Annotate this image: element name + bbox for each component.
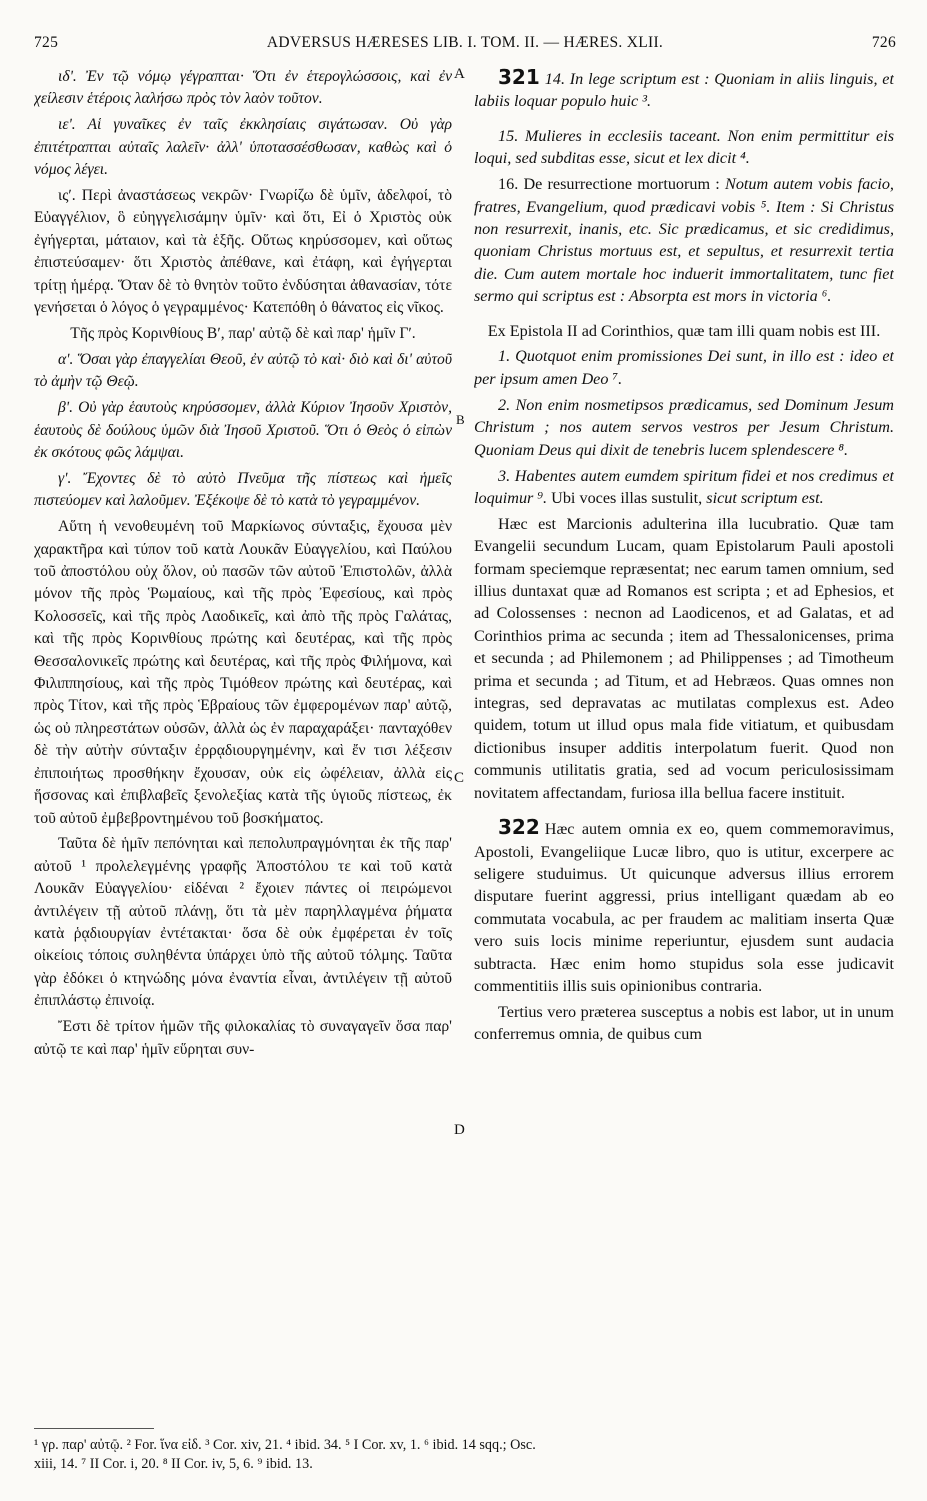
latin-verse-1: 1. Quotquot enim promissiones Dei sunt, in illo est : ideo et per ipsum amen Deo ⁷. [474, 347, 894, 388]
greek-epistle-heading: Τῆς πρὸς Κορινθίους Βʹ, παρ' αὐτῷ δὲ καὶ παρ' ἡμῖν Γʹ. [70, 324, 416, 342]
greek-verse-3: γʹ. Ἔχοντες δὲ τὸ αὐτὸ Πνεῦμα τῆς πίστεως καὶ ἡμεῖς πιστεύομεν καὶ λαλοῦμεν. Ἐξέκοψε δὲ τὸ κατὰ τὸ γεγραμμένον. [34, 469, 452, 510]
margin-mark-c: C [454, 770, 465, 786]
footnote-line-1: ¹ γρ. παρ' αὐτῷ. ² For. ἵνα εἰδ. ³ Cor. xiv, 21. ⁴ ibid. 34. ⁵ I Cor. xv, 1. ⁶ ibid. 14 sqq.; Osc. [34, 1437, 536, 1453]
latin-verse-15: 15. Mulieres in ecclesiis taceant. Non enim permittitur eis loqui, sed subditas esse, sicut et lex dicit ⁴. [474, 126, 894, 168]
greek-verse-2: βʹ. Οὐ γὰρ ἑαυτοὺς κηρύσσομεν, ἀλλὰ Κύριον Ἰησοῦν Χριστὸν, ἑαυτοὺς δὲ δούλους ὑμῶν διὰ Ἰησοῦ Χριστοῦ. Ὅτι ὁ Θεὸς ὁ εἰπὼν ἐκ σκότους φῶς λάμψαι. [34, 399, 452, 461]
greek-verse-14: ιδʹ. Ἐν τῷ νόμῳ γέγραπται· Ὅτι ἐν ἑτερογλώσσοις, καὶ ἐν χείλεσιν ἑτέροις λαλήσω πρὸς τὸν λαὸν τοῦτον. [34, 68, 452, 108]
latin-verse-2: 2. Non enim nosmetipsos prædicamus, sed Dominum Jesum Christum ; nos autem servos vestros per Jesum Christum. Quoniam Deus qui dixit de tenebris lucem splendescere ⁸. [474, 395, 894, 459]
latin-paragraph-third: Tertius vero præterea susceptus a nobis est labor, ut in unum conferremus omnia, de quibus cum [474, 1002, 894, 1044]
running-header [34, 34, 896, 60]
column-number-322: 322 [498, 815, 540, 840]
latin-verse-3: 3. Habentes autem eumdem spiritum fidei et nos credimus et loquimur ⁹. Ubi voces illas sustulit, sicut scriptum est. [474, 466, 894, 507]
greek-paragraph-marcion: Αὕτη ἡ νενοθευμένη τοῦ Μαρκίωνος σύνταξις, ἔχουσα μὲν χαρακτῆρα καὶ τύπον τοῦ κατὰ Λουκᾶν Εὐαγγελίου, καὶ Παύλου τοῦ ἀποστόλου οὐχ ὅλον, οὐ πασῶν τῶν αὐτοῦ Ἐπιστολῶν, ἀλλὰ μόνον τῆς πρὸς Ῥωμαίους, καὶ τῆς πρὸς Ἐφεσίους, καὶ πρὸς Κολοσσεῖς, καὶ τῆς πρὸς Λαοδικεῖς, καὶ ἀπὸ τῆς πρὸς Γαλάτας, καὶ τῆς πρὸς Κορινθίους πρώτης καὶ δευτέρας, καὶ τῆς πρὸς Θεσσαλονικεῖς πρώτης καὶ δευτέρας, καὶ τῆς πρὸς Φιλήμονα, καὶ Φιλιππησίους, καὶ τῆς πρὸς Τιμόθεον πρώτης καὶ δευτέρας, καὶ πρὸς Τίτον, καὶ τῆς πρὸς Ἑβραίους τῶν ἐμφερομένων παρ' αὐτῷ, ὡς οὐ πληρεστάτων οὐσῶν, ἀλλὰ ὡς ἐν παραχαράξει· πανταχόθεν δὲ τὴν αὐτὴν σύνταξιν ἐρρᾳδιουργημένην, καὶ ἔν τισι λέξεσιν ἐπιποιήτως προσθήκην ἔχουσαν, οὐκ εἰς ὠφέλειαν, ἀλλὰ εἰς ἥσσονας καὶ ἐπιβλαβεῖς ξενολεξίας κατὰ τῆς ὑγιοῦς πίστεως, ἐκ τοῦ αὐτοῦ ἐμβεβροντημένου τοῦ βοσκήματος. [34, 518, 452, 827]
greek-verse-1: αʹ. Ὅσαι γὰρ ἐπαγγελίαι Θεοῦ, ἐν αὐτῷ τὸ καὶ· διὸ καὶ δι' αὐτοῦ τὸ ἀμὴν τῷ Θεῷ. [34, 350, 452, 391]
footnote-line-2: xiii, 14. ⁷ II Cor. i, 20. ⁸ II Cor. iv, 5, 6. ⁹ ibid. 13. [34, 1456, 313, 1472]
page-number-right: 726 [871, 34, 896, 51]
latin-verse-14: 321 14. In lege scriptum est : Quoniam in aliis linguis, et labiis loquar populo huic ³. [474, 66, 894, 111]
greek-verse-16: ιςʹ. Περὶ ἀναστάσεως νεκρῶν· Γνωρίζω δὲ ὑμῖν, ἀδελφοί, τὸ Εὐαγγέλιον, ὃ εὐηγγελισάμην ὑμῖν· καὶ ὅτι, Εἰ ὁ Χριστὸς οὐκ ἐγήγερται, μάταιον, καὶ τὰ ἑξῆς. Οὕτως κηρύσσομεν, καὶ οὕτως ἐπιστεύσαμεν· ὅτι Χριστὸς ἀπέθανε, καὶ ἐτάφη, καὶ ἐγήγερται τρίτῃ ἡμέρᾳ. Ὅταν δὲ τὸ θνητὸν τοῦτο ἐνδύσηται ἀθανασίαν, τότε γενήσεται ὁ λόγος ὁ γεγραμμένος· Κατεπόθη ὁ θάνατος εἰς νῖκος. [34, 187, 452, 317]
running-title: ADVERSUS HÆRESES LIB. I. TOM. II. — HÆRES. XLII. [266, 34, 664, 51]
column-number-321: 321 [498, 66, 540, 89]
greek-column [34, 66, 452, 1426]
margin-mark-a: A [454, 66, 465, 82]
latin-verse-16: 16. De resurrectione mortuorum : Notum autem vobis facio, fratres, Evangelium, quod prædicavi vobis ⁵. Item : Si Christus non resurrexit, inanis, etc. Sic prædicamus, et sic credidimus, quoniam Christus mortuus est, et sepultus, et resurrexit tertia die. Cum autem mortale hoc induerit immortalitatem, tunc fiet sermo qui scriptus est : Absorpta est mors in victoria ⁶. [474, 175, 894, 306]
greek-verse-15: ιεʹ. Αἱ γυναῖκες ἐν ταῖς ἐκκλησίαις σιγάτωσαν. Οὐ γὰρ ἐπιτέτραπται αὐταῖς λαλεῖν· ἀλλ' ὑποτασσέσθωσαν, καθὼς καὶ ὁ νόμος λέγει. [34, 116, 452, 179]
latin-paragraph-labor: 322 Hæc autem omnia ex eo, quem commemoravimus, Apostoli, Evangeliique Lucæ libro, quo is utitur, excerpere ac seligere studuimus. Ut quicunque adversus illius errorem disputare fuerint aggressi, prius intelligant quædam ab eo commutata vocabula, ac per fraudem ac malitiam inserta Quæ vero suis locis minime reperiuntur, ejusdem sunt audacia subtracta. Hæc enim homo stupidus sola esse judicavit commentitiis illis suis opinionibus contraria. [474, 815, 894, 995]
latin-column [474, 66, 894, 1426]
page-number-left: 725 [34, 34, 59, 51]
footnotes [34, 1436, 894, 1474]
margin-mark-b: B [456, 412, 465, 427]
greek-paragraph-third: Ἔστι δὲ τρίτον ἡμῶν τῆς φιλοκαλίας τὸ συναγαγεῖν ὅσα παρ' αὐτῷ τε καὶ παρ' ἡμῖν εὕρηται συν- [34, 1018, 452, 1058]
greek-paragraph-labor: Ταῦτα δὲ ἡμῖν πεπόνηται καὶ πεπολυπραγμόνηται ἐκ τῆς παρ' αὐτοῦ ¹ προλελεγμένης γραφῆς Ἀποστόλου τε καὶ τοῦ κατὰ Λουκᾶν Εὐαγγελίου· εἰδέναι ² ἔχοιεν πάντες οἱ πειρώμενοι ἀντιλέγειν τῇ αὐτοῦ πλάνῃ, ὅτι τὰ μὲν παρηλλαγμένα ῥήματα κατὰ ῥᾳδιουργίαν ἐντέτακται· ὅσα δὲ οὐκ ἐμφέρεται ἐν τοῖς οἰκείοις τόποις συληθέντα ὑπάρχει ὑπὸ τῆς αὐτοῦ τόλμης. Ταῦτα γὰρ ἐδόκει ὁ κτηνώδης μόνα ἐναντία εἶναι, ἀντιλέγειν τῇ αὐτοῦ ἐπιπλάστῳ ἐπινοίᾳ. [34, 835, 452, 1010]
latin-paragraph-marcion: Hæc est Marcionis adulterina illa lucubratio. Quæ tam Evangelii secundum Lucam, quam Epistolarum Pauli apostoli formam speciemque repræsentat; nec earum tamen omnium, sed illius duntaxat quæ ad Romanos est scripta ; et ad Ephesios, et ad Colossenses : necnon ad Laodicenos, et ad Galatas, et ad Corinthios prima ac secunda ; item ad Thessalonicenses, prima et secunda ; ad Philemonem ; ad Philippenses ; ad Timotheum prima et secunda ; ad Titum, et ad Hebræos. Quas omnes non integras, sed depravatas ac mutilatas complexus est. Adeo quidem, totum ut illud opus mala fide vitiatum, et quibusdam dictionibus insuper additis interpolatum fuerit. Quod non communis utilitatis gratia, sed ad vocum periculosissimam novitatem affectandam, furiosa illa bellua facere instituit. [474, 514, 894, 802]
latin-epistle-heading: Ex Epistola II ad Corinthios, quæ tam illi quam nobis est III. [487, 321, 881, 340]
footnote-rule [34, 1428, 154, 1429]
margin-mark-d: D [454, 1122, 465, 1138]
